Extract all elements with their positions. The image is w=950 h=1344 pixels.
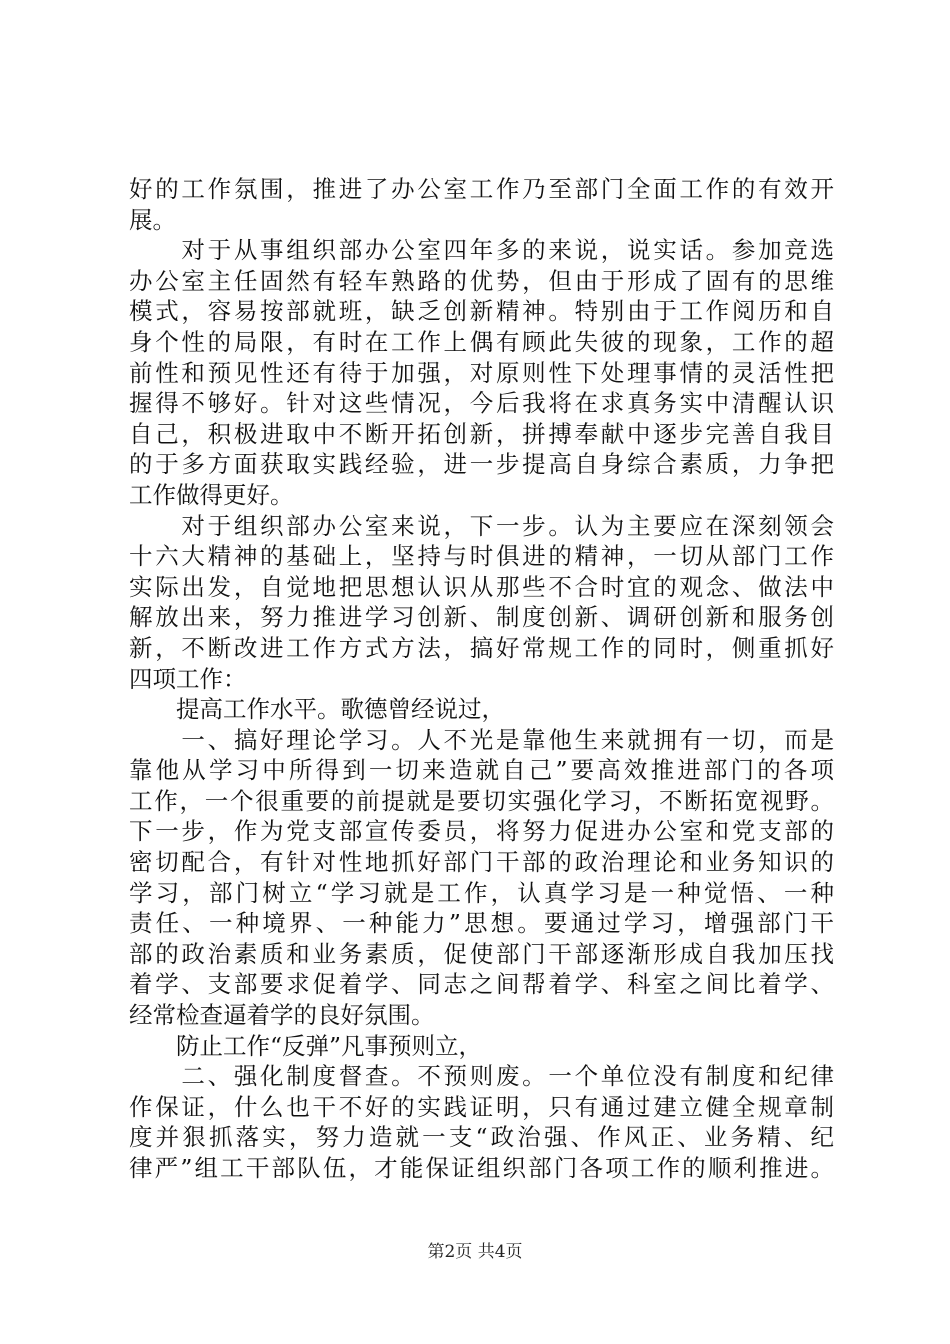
text-line: 新，不断改进工作方式方法，搞好常规工作的同时，侧重抓好 [129, 633, 834, 662]
text-line: 好的工作氛围，推进了办公室工作乃至部门全面工作的有效开 [129, 175, 834, 203]
text-line: 工作，一个很重要的前提就是要切实强化学习，不断拓宽视野。 [129, 786, 834, 815]
body-text [129, 174, 834, 1184]
text-line: 十六大精神的基础上，坚持与时俱进的精神，一切从部门工作 [129, 542, 834, 571]
text-line: 经常检查逼着学的良好氛围。 [129, 1001, 435, 1030]
text-line: 作保证，什么也干不好的实践证明，只有通过建立健全规章制 [129, 1092, 834, 1121]
text-line: 靠他从学习中所得到一切来造就自己”要高效推进部门的各项 [129, 756, 834, 785]
text-line: 握得不够好。针对这些情况，今后我将在求真务实中清醒认识 [129, 389, 834, 418]
text-line: 二、强化制度督查。不预则废。一个单位没有制度和纪律 [129, 1062, 834, 1091]
text-line: 部的政治素质和业务素质，促使部门干部逐渐形成自我加压找 [129, 939, 834, 968]
text-line: 展。 [129, 205, 176, 234]
text-line: 提高工作水平。歌德曾经说过， [129, 695, 505, 724]
text-line: 下一步，作为党支部宣传委员，将努力促进办公室和党支部的 [129, 817, 834, 846]
text-line: 办公室主任固然有轻车熟路的优势，但由于形成了固有的思维 [129, 266, 834, 295]
text-line: 模式，容易按部就班，缺乏创新精神。特别由于工作阅历和自 [129, 297, 834, 326]
text-line: 自己，积极进取中不断开拓创新，拼搏奉献中逐步完善自我目 [129, 419, 834, 448]
page-number: 第2页 共4页 [427, 1242, 523, 1262]
text-line: 律严”组工干部队伍，才能保证组织部门各项工作的顺利推进。 [129, 1154, 834, 1182]
text-line: 身个性的局限，有时在工作上偶有顾此失彼的现象，工作的超 [129, 327, 834, 356]
text-line: 防止工作“反弹”凡事预则立， [129, 1031, 483, 1060]
text-line: 责任、一种境界、一种能力”思想。要通过学习，增强部门干 [129, 909, 834, 938]
text-line: 对于组织部办公室来说，下一步。认为主要应在深刻领会 [129, 511, 834, 540]
text-line: 工作做得更好。 [129, 480, 294, 509]
text-line: 实际出发，自觉地把思想认识从那些不合时宜的观念、做法中 [129, 572, 834, 601]
text-line: 对于从事组织部办公室四年多的来说，说实话。参加竞选 [129, 236, 834, 265]
text-line: 一、搞好理论学习。人不光是靠他生来就拥有一切，而是 [129, 725, 834, 754]
text-line: 学习，部门树立“学习就是工作，认真学习是一种觉悟、一种 [129, 878, 834, 907]
text-line: 四项工作： [129, 664, 247, 693]
text-line: 度并狠抓落实，努力造就一支“政治强、作风正、业务精、纪 [129, 1123, 834, 1152]
text-line: 前性和预见性还有待于加强，对原则性下处理事情的灵活性把 [129, 358, 834, 387]
text-line: 解放出来，努力推进学习创新、制度创新、调研创新和服务创 [129, 603, 834, 632]
text-line: 的于多方面获取实践经验，进一步提高自身综合素质，力争把 [129, 450, 834, 479]
text-line: 密切配合，有针对性地抓好部门干部的政治理论和业务知识的 [129, 848, 834, 877]
text-line: 着学、支部要求促着学、同志之间帮着学、科室之间比着学、 [129, 970, 834, 999]
